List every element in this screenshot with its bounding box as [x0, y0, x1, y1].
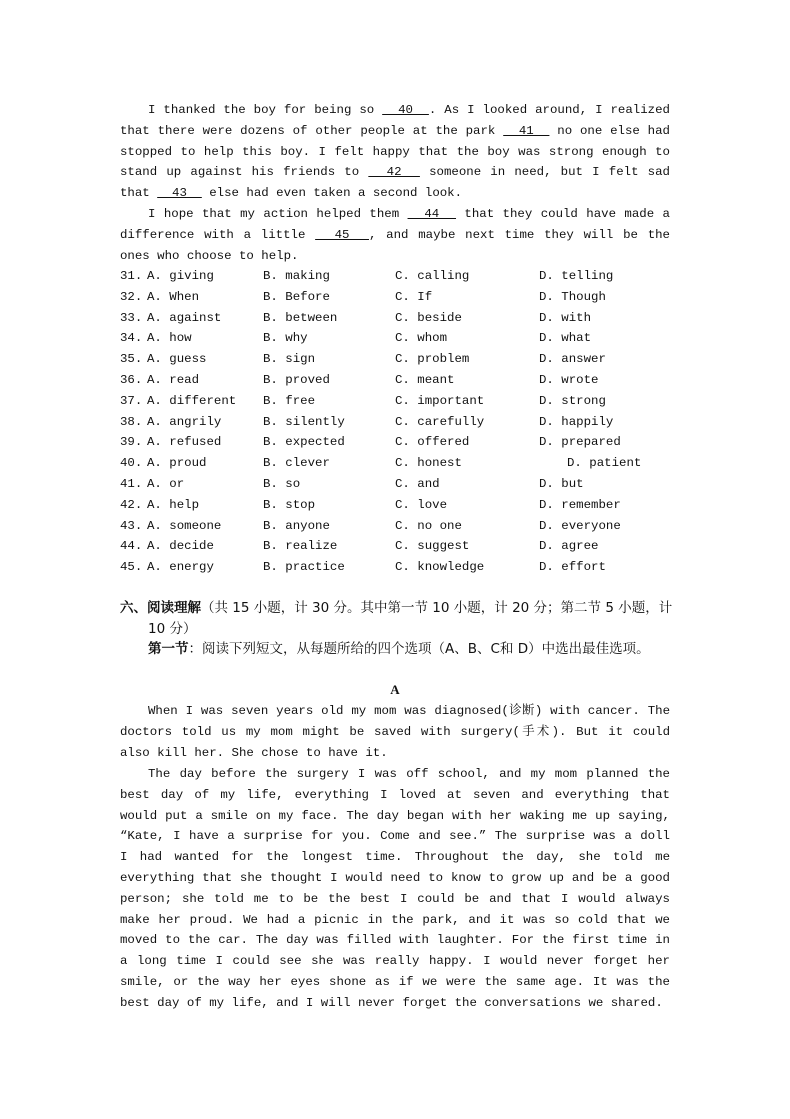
- section-number: 六、阅读理解: [120, 600, 201, 616]
- option-c: C. beside: [395, 310, 462, 325]
- option-d: D. answer: [539, 352, 606, 367]
- option-row-38: [120, 412, 680, 433]
- option-row-44: [120, 536, 680, 557]
- option-c: C. no one: [395, 518, 462, 533]
- option-b: B. clever: [263, 456, 330, 471]
- option-row-45: [120, 557, 680, 578]
- options-list: [120, 266, 680, 578]
- passage-title: A: [390, 682, 400, 697]
- option-a: A. or: [147, 476, 185, 491]
- option-d: D. everyone: [539, 518, 621, 533]
- option-c: C. and: [395, 476, 440, 491]
- blank-44: 44: [407, 207, 457, 221]
- option-row-31: [120, 266, 680, 287]
- option-b: B. between: [263, 310, 338, 325]
- question-number: 42.: [120, 497, 143, 512]
- option-d: D. agree: [539, 539, 599, 554]
- blank-40: 40: [382, 103, 429, 117]
- option-c: C. honest: [395, 456, 462, 471]
- option-d: D. patient: [567, 456, 642, 471]
- option-b: B. Before: [263, 289, 330, 304]
- blank-42: 42: [368, 165, 420, 180]
- option-row-32: [120, 287, 680, 308]
- text-segment: else had even taken a second look.: [201, 186, 463, 201]
- option-c: C. calling: [395, 269, 470, 283]
- option-a: A. When: [147, 289, 200, 304]
- blank-45: 45: [315, 227, 369, 242]
- text-segment: someone in need, but I felt sad that: [120, 165, 670, 201]
- option-row-35: [120, 349, 680, 370]
- section-heading: [120, 598, 675, 640]
- option-d: D. effort: [539, 560, 606, 575]
- question-number: 36.: [120, 372, 143, 387]
- option-c: C. whom: [395, 331, 448, 346]
- option-a: A. angrily: [147, 414, 222, 429]
- text-segment: that they could have made a difference with a little: [120, 207, 670, 242]
- question-number: 39.: [120, 435, 143, 450]
- text-segment: I thanked the boy for being so: [148, 103, 383, 117]
- option-d: D. happily: [539, 414, 614, 429]
- question-number: 41.: [120, 476, 143, 491]
- option-c: C. If: [395, 289, 433, 304]
- option-d: D. Though: [539, 289, 606, 304]
- option-a: A. decide: [147, 539, 214, 554]
- option-c: C. carefully: [395, 414, 485, 429]
- question-number: 31.: [120, 269, 143, 283]
- option-b: B. so: [263, 476, 301, 491]
- option-a: A. different: [147, 393, 237, 408]
- section-description-continued: 10 分）: [148, 621, 197, 637]
- question-number: 44.: [120, 539, 143, 554]
- option-b: B. why: [263, 331, 308, 346]
- option-b: B. stop: [263, 497, 316, 512]
- question-number: 38.: [120, 414, 143, 429]
- subsection-label: 第一节: [148, 641, 189, 657]
- option-c: C. love: [395, 497, 448, 512]
- section-description: （共 15 小题，计 30 分。其中第一节 10 小题，计 20 分；第二节 5 小题，计: [201, 600, 673, 616]
- option-a: A. proud: [147, 456, 207, 471]
- option-b: B. practice: [263, 560, 345, 575]
- option-d: D. remember: [539, 497, 621, 512]
- passage-paragraph-1: When I was seven years old my mom was diagnosed(诊断) with cancer. The doctors told us my mom might be saved with surgery(手术). But it could also kill her. She chose to have it.: [120, 704, 670, 760]
- option-a: A. against: [147, 310, 222, 325]
- option-d: D. wrote: [539, 372, 599, 387]
- option-c: C. offered: [395, 435, 470, 450]
- option-a: A. giving: [147, 269, 214, 283]
- question-number: 37.: [120, 393, 143, 408]
- option-d: D. prepared: [539, 435, 621, 450]
- option-c: C. suggest: [395, 539, 470, 554]
- cloze-paragraph-1: [120, 100, 670, 204]
- option-b: B. anyone: [263, 518, 330, 533]
- option-c: C. important: [395, 393, 485, 408]
- option-a: A. refused: [147, 435, 222, 450]
- option-a: A. how: [147, 331, 192, 346]
- option-a: A. energy: [147, 560, 214, 575]
- blank-43: 43: [157, 186, 202, 201]
- option-row-40: [120, 453, 680, 474]
- option-row-42: [120, 495, 680, 516]
- subsection-instructions: ：阅读下列短文，从每题所给的四个选项（A、B、C和 D）中选出最佳选项。: [188, 641, 650, 657]
- option-row-43: [120, 516, 680, 537]
- option-a: A. help: [147, 497, 200, 512]
- text-segment: I hope that my action helped them: [148, 207, 408, 221]
- question-number: 35.: [120, 352, 143, 367]
- option-c: C. knowledge: [395, 560, 485, 575]
- option-c: C. problem: [395, 352, 470, 367]
- question-number: 34.: [120, 331, 143, 346]
- question-number: 32.: [120, 289, 143, 304]
- passage-paragraph-2: The day before the surgery I was off school, and my mom planned the best day of my life, everything I loved at seven and everything that would put a smile on my face. The day began with her waking me up saying, “Kate, I have a surprise for you. Come and see.” The surprise was a doll I had wanted for the longest time. Throughout the day, she told me everything that she thought I would need to know to grow up and be a good person; she told me to be the best I could be and that I would always make her proud. We had a picnic in the park, and it was so cold that we moved to the car. The day was filled with laughter. For the first time in a long time I could see she was really happy. I would never forget her smile, or the way her eyes shone as if we were the same age. It was the best day of my life, and I will never forget the conversations we shared.: [120, 767, 670, 1010]
- text-segment: . As I looked around, I realized that there were dozens of other people at the park: [120, 103, 670, 138]
- blank-41: 41: [503, 123, 550, 138]
- option-d: D. but: [539, 476, 584, 491]
- question-number: 40.: [120, 456, 143, 471]
- option-b: B. silently: [263, 414, 345, 429]
- option-b: B. proved: [263, 372, 330, 387]
- option-row-41: [120, 474, 680, 495]
- option-row-33: [120, 308, 680, 329]
- option-d: D. what: [539, 331, 592, 346]
- question-number: 33.: [120, 310, 143, 325]
- question-number: 43.: [120, 518, 143, 533]
- option-d: D. telling: [539, 269, 614, 283]
- option-row-39: [120, 432, 680, 453]
- option-b: B. realize: [263, 539, 338, 554]
- text-segment: no one else had stopped to help this boy. I felt happy that the boy was strong enough to stand up against his friends to: [120, 123, 670, 180]
- cloze-paragraph-2: [120, 204, 670, 266]
- option-b: B. making: [263, 269, 330, 283]
- question-number: 45.: [120, 560, 143, 575]
- option-a: A. someone: [147, 518, 222, 533]
- option-b: B. sign: [263, 352, 316, 367]
- option-row-34: [120, 328, 680, 349]
- option-d: D. with: [539, 310, 592, 325]
- option-row-36: [120, 370, 680, 391]
- option-d: D. strong: [539, 393, 606, 408]
- option-b: B. expected: [263, 435, 345, 450]
- option-a: A. read: [147, 372, 200, 387]
- option-a: A. guess: [147, 352, 207, 367]
- subsection-heading: [148, 639, 650, 659]
- option-c: C. meant: [395, 372, 455, 387]
- text-segment: , and maybe next time they will be the ones who choose to help.: [120, 227, 670, 263]
- option-b: B. free: [263, 393, 316, 408]
- option-row-37: [120, 391, 680, 412]
